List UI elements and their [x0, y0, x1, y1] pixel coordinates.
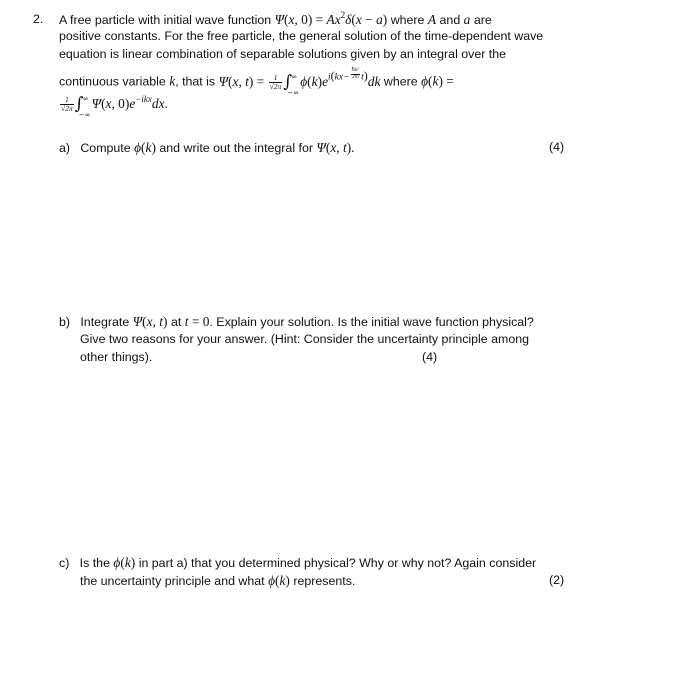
math-phi-k-c2: ϕ(k): [268, 573, 290, 588]
part-c-line-2: [80, 573, 355, 589]
math-t-equals-zero: t = 0: [184, 314, 210, 329]
problem-intro-line-4: [59, 67, 454, 97]
intro-text-where-2: where: [383, 74, 418, 89]
part-c-text-line2-end: represents.: [293, 574, 356, 588]
part-b-line-2: Give two reasons for your answer. (Hint: Consider the uncertainty principle among: [80, 332, 530, 346]
exponent: i(kx− $\frac{\text{ℏk²}}{2m}$ t): [328, 67, 368, 83]
problem-intro-line-5: [59, 94, 168, 120]
intro-text-continuous: continuous variable: [59, 74, 166, 89]
integral-sign: ∫ ∞ −∞: [283, 71, 300, 97]
part-a-points: (4): [549, 140, 565, 154]
problem-intro-line-1: [59, 10, 492, 28]
problem-intro-line-3: equation is linear combination of separable solutions given by an integral over the: [59, 47, 507, 61]
math-symbol-A: A: [427, 12, 437, 27]
integral-sign-2: ∫ ∞ −∞: [74, 94, 91, 120]
intro-text-are: are: [473, 13, 492, 27]
part-b-points: (4): [422, 350, 438, 364]
part-b-text-end: . Explain your solution. Is the initial wave function physical?: [209, 315, 534, 329]
part-c-points: (2): [549, 573, 565, 587]
part-a-label: a): [59, 141, 71, 155]
math-symbol-a: a: [463, 12, 471, 27]
math-general-solution: Ψ(x, t) = $\frac{1}{√2\pi}$ ∫ ∞ −∞ ϕ(k)ei(kx− $\frac{\text{ℏk²}}{2m}$ t)dk: [218, 67, 381, 97]
intro-text-and: and: [439, 13, 461, 27]
math-psi-xt-b: Ψ(x, t): [132, 314, 168, 329]
math-psi-xt-a: Ψ(x, t).: [316, 140, 355, 155]
math-symbol-k: k: [169, 73, 176, 89]
math-phi-k-c1: ϕ(k): [113, 555, 136, 570]
part-c-text-is-the: Is the: [79, 556, 110, 570]
part-a-text-mid: and write out the integral for: [159, 141, 313, 155]
math-initial-wavefunction: Ψ(x, $0) = Ax^2\delta(x - a)$: [274, 10, 388, 27]
part-c-label: c): [59, 556, 70, 570]
fraction-one-over-root-2pi: $\frac{1}{√2\pi}$: [269, 72, 282, 91]
part-b-text-at: at: [170, 315, 182, 329]
part-b-text-integrate: Integrate: [80, 315, 130, 329]
intro-text-where: where: [390, 13, 425, 27]
fraction-one-over-root-2pi-2: $\frac{1}{√2\pi}$: [61, 95, 73, 114]
part-c-text-line1-end: in part a) that you determined physical? Why or why not? Again consider: [138, 556, 537, 570]
part-b-label: b): [59, 315, 71, 329]
math-phi-def-lhs: ϕ(k) =: [421, 73, 454, 89]
problem-number: 2.: [33, 12, 44, 26]
math-phi-definition: $\frac{1}{√2\pi}$ ∫ ∞ −∞ Ψ(x, $0)e^{-ikx}dx$.: [61, 94, 168, 120]
math-phi-k-a: ϕ(k): [134, 140, 156, 155]
part-a: [59, 140, 355, 156]
problem-intro-line-2: positive constants. For the free particle, the general solution of the time-dependent wave: [59, 29, 544, 43]
part-c-text-line2-start: the uncertainty principle and what: [80, 574, 265, 588]
part-c-line-1: [59, 555, 536, 571]
intro-text-1: A free particle with initial wave function: [59, 13, 272, 27]
intro-text-that-is: , that is: [175, 74, 216, 89]
part-b-line-3: other things).: [80, 350, 153, 364]
part-b-line-1: [59, 314, 534, 330]
part-a-text-compute: Compute: [80, 141, 131, 155]
